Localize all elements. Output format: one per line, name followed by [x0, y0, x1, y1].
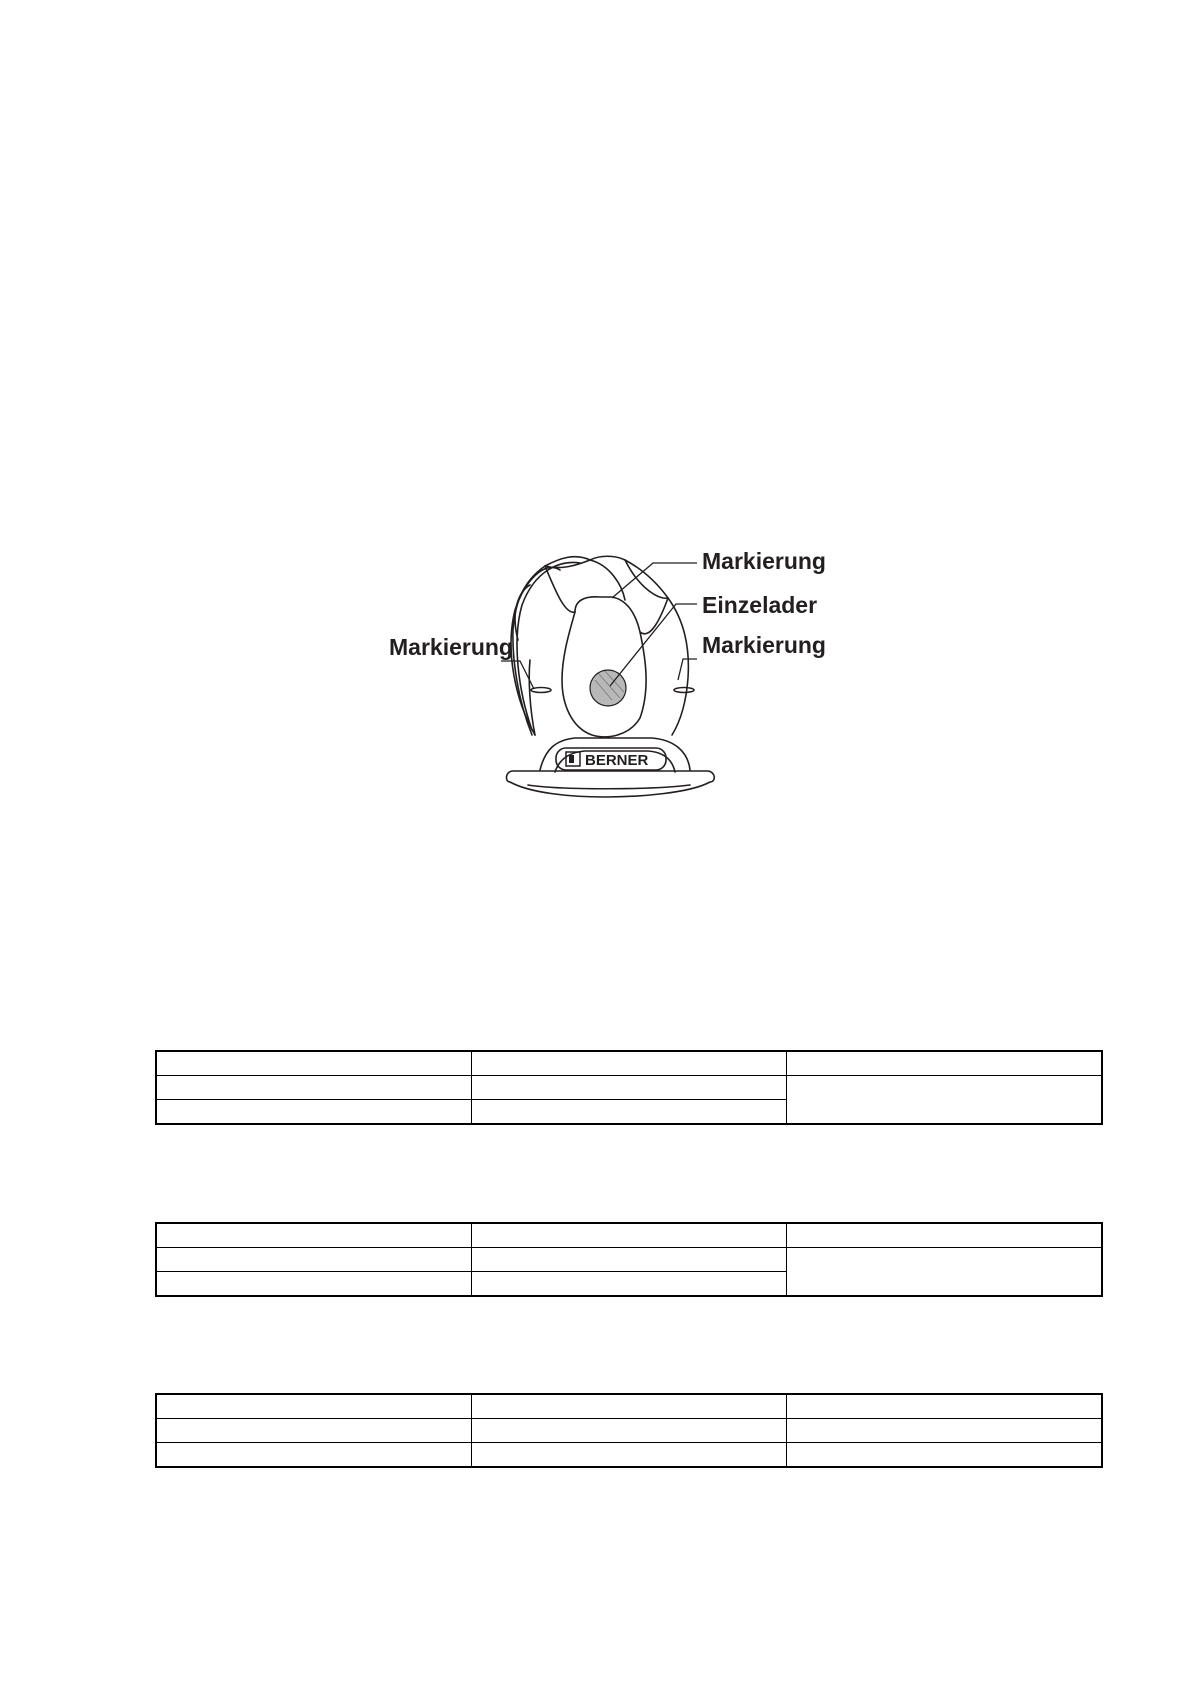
table-cell-merged: [787, 1076, 1102, 1125]
table-row: [156, 1223, 1102, 1248]
table-row: [156, 1076, 1102, 1100]
table-cell: [471, 1248, 786, 1272]
table-cell-merged: [787, 1248, 1102, 1297]
label-right-marking: Markierung: [702, 632, 826, 658]
label-single-conductor: Einzelader: [702, 592, 818, 618]
table-cell: [156, 1076, 471, 1100]
outer-shell: [513, 556, 688, 735]
table-cell: [156, 1394, 471, 1419]
right-marking: [674, 688, 694, 693]
table-cell: [156, 1051, 471, 1076]
table-cell: [156, 1100, 471, 1125]
table-cell: [787, 1419, 1102, 1443]
table-cell: [471, 1419, 786, 1443]
table-cell: [787, 1443, 1102, 1468]
logo-text: BERNER: [585, 752, 649, 769]
table-cell: [156, 1248, 471, 1272]
table-cell: [156, 1272, 471, 1297]
table-row: [156, 1248, 1102, 1272]
spec-table-3: [155, 1393, 1103, 1468]
base-bar: [506, 771, 714, 797]
spec-table-1: [155, 1050, 1103, 1125]
table-cell: [156, 1443, 471, 1468]
table-cell: [471, 1223, 786, 1248]
leader-conductor: [610, 604, 697, 686]
table-cell: [471, 1272, 786, 1297]
table-cell: [471, 1100, 786, 1125]
stripper-tool-illustration: [0, 0, 1190, 820]
table-cell: [471, 1051, 786, 1076]
table-cell: [787, 1223, 1102, 1248]
table-cell: [787, 1051, 1102, 1076]
top-shell: [545, 560, 590, 568]
table-cell: [471, 1443, 786, 1468]
table-cell: [156, 1223, 471, 1248]
inner-head: [562, 597, 646, 737]
table-cell: [156, 1419, 471, 1443]
label-top-marking: Markierung: [702, 548, 826, 574]
table-cell: [787, 1394, 1102, 1419]
table-row: [156, 1051, 1102, 1076]
table-row: [156, 1419, 1102, 1443]
leader-top: [612, 563, 697, 598]
table-row: [156, 1394, 1102, 1419]
table-cell: [471, 1394, 786, 1419]
table-cell: [471, 1076, 786, 1100]
label-left-marking: Markierung: [389, 634, 513, 660]
table-row: [156, 1443, 1102, 1468]
spec-table-2: [155, 1222, 1103, 1297]
